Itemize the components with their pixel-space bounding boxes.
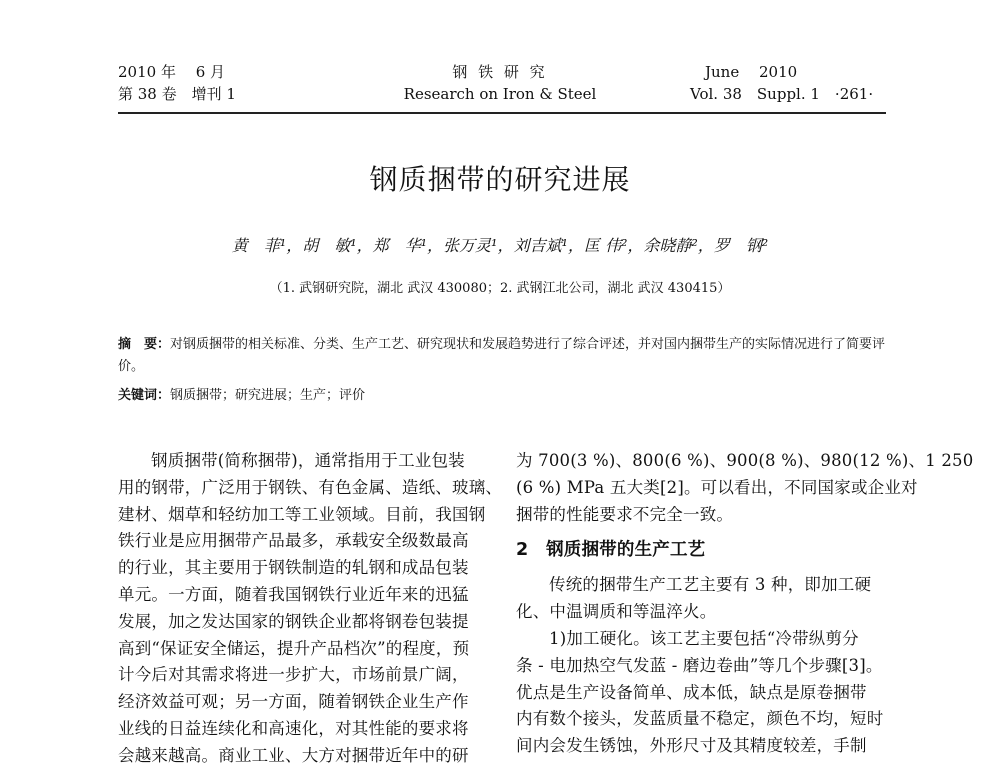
body-line: 1)加工硬化。该工艺主要包括“冷带纵剪分 [549,628,859,648]
header-date-en: June 2010 [705,63,798,81]
body-line: 建材、烟草和轻纺加工等工业领域。目前，我国钢 [118,504,486,524]
body-line: 用的钢带，广泛用于钢铁、有色金属、造纸、玻璃、 [118,477,503,497]
abstract-text: 对钢质捆带的相关标准、分类、生产工艺、研究现状和发展趋势进行了综合评述，并对国内捆带生产的实际情况进行了简要评价。 [118,337,886,374]
author-list: 黄 菲¹，胡 敏¹，郑 华¹，张万灵¹，刘吉斌¹，匡 伟²，余晓静²，罗 钢² [231,236,769,255]
section-heading: 2 钢质捆带的生产工艺 [516,540,706,561]
body-line: 为 700(3 %)、800(6 %)、900(8 %)、980(12 %)、1 250 [516,451,974,470]
keywords-label: 关键词： [118,388,171,403]
keywords-text: 钢质捆带；研究进展；生产；评价 [170,388,366,403]
left-column [118,448,503,770]
abstract-label: 摘 要： [118,337,171,352]
header-volume-page: Vol. 38 Suppl. 1 ·261· [690,85,874,103]
body-line: 会越来越高。商业工业、大方对捆带近年中的研 [118,745,469,765]
body-line: 化、中温调质和等温淬火。 [516,602,717,622]
keywords [118,385,886,407]
body-line: (6 %) MPa 五大类[2]。可以看出，不同国家或企业对 [516,477,918,497]
journal-name-en: Research on Iron & Steel [403,85,597,103]
header-volume: 第 38 卷 增刊 1 [118,85,236,103]
body-line: 捆带的性能要求不完全一致。 [516,504,734,524]
body-line: 高到“保证安全储运，提升产品档次”的程度，预 [118,638,470,658]
body-line: 的行业，其主要用于钢铁制造的轧钢和成品包装 [118,558,469,578]
body-line: 经济效益可观；另一方面，随着钢铁企业生产作 [118,692,469,712]
affiliation: （1. 武钢研究院，湖北 武汉 430080；2. 武钢江北公司，湖北 武汉 430415） [269,281,731,296]
body-line: 钢质捆带(简称捆带)，通常指用于工业包装 [151,451,465,470]
header-rule [118,112,886,114]
journal-name-cn: 钢 铁 研 究 [452,63,548,81]
body-line: 优点是生产设备简单、成本低，缺点是原卷捆带 [516,682,867,702]
body-line: 计今后对其需求将进一步扩大，市场前景广阔， [118,665,469,685]
body-line: 间内会发生锈蚀，外形尺寸及其精度较差，手制 [516,736,867,756]
body-line: 单元。一方面，随着我国钢铁行业近年来的迅猛 [118,584,469,604]
body-line: 条 - 电加热空气发蓝 - 磨边卷曲”等几个步骤[3]。 [516,655,883,675]
body-line: 业线的日益连续化和高速化，对其性能的要求将 [118,718,469,738]
header-date: 2010 年 6 月 [118,63,226,81]
body-line: 传统的捆带生产工艺主要有 3 种，即加工硬 [549,575,872,595]
body-line: 铁行业是应用捆带产品最多，承载安全级数最高 [118,531,469,551]
body-line: 内有数个接头，发蓝质量不稳定，颜色不均，短时 [516,709,884,729]
article-title: 钢质捆带的研究进展 [369,163,631,196]
abstract [118,334,886,378]
body-line: 发展，加之发达国家的钢铁企业都将钢卷包装提 [118,611,469,631]
right-column [516,448,974,760]
